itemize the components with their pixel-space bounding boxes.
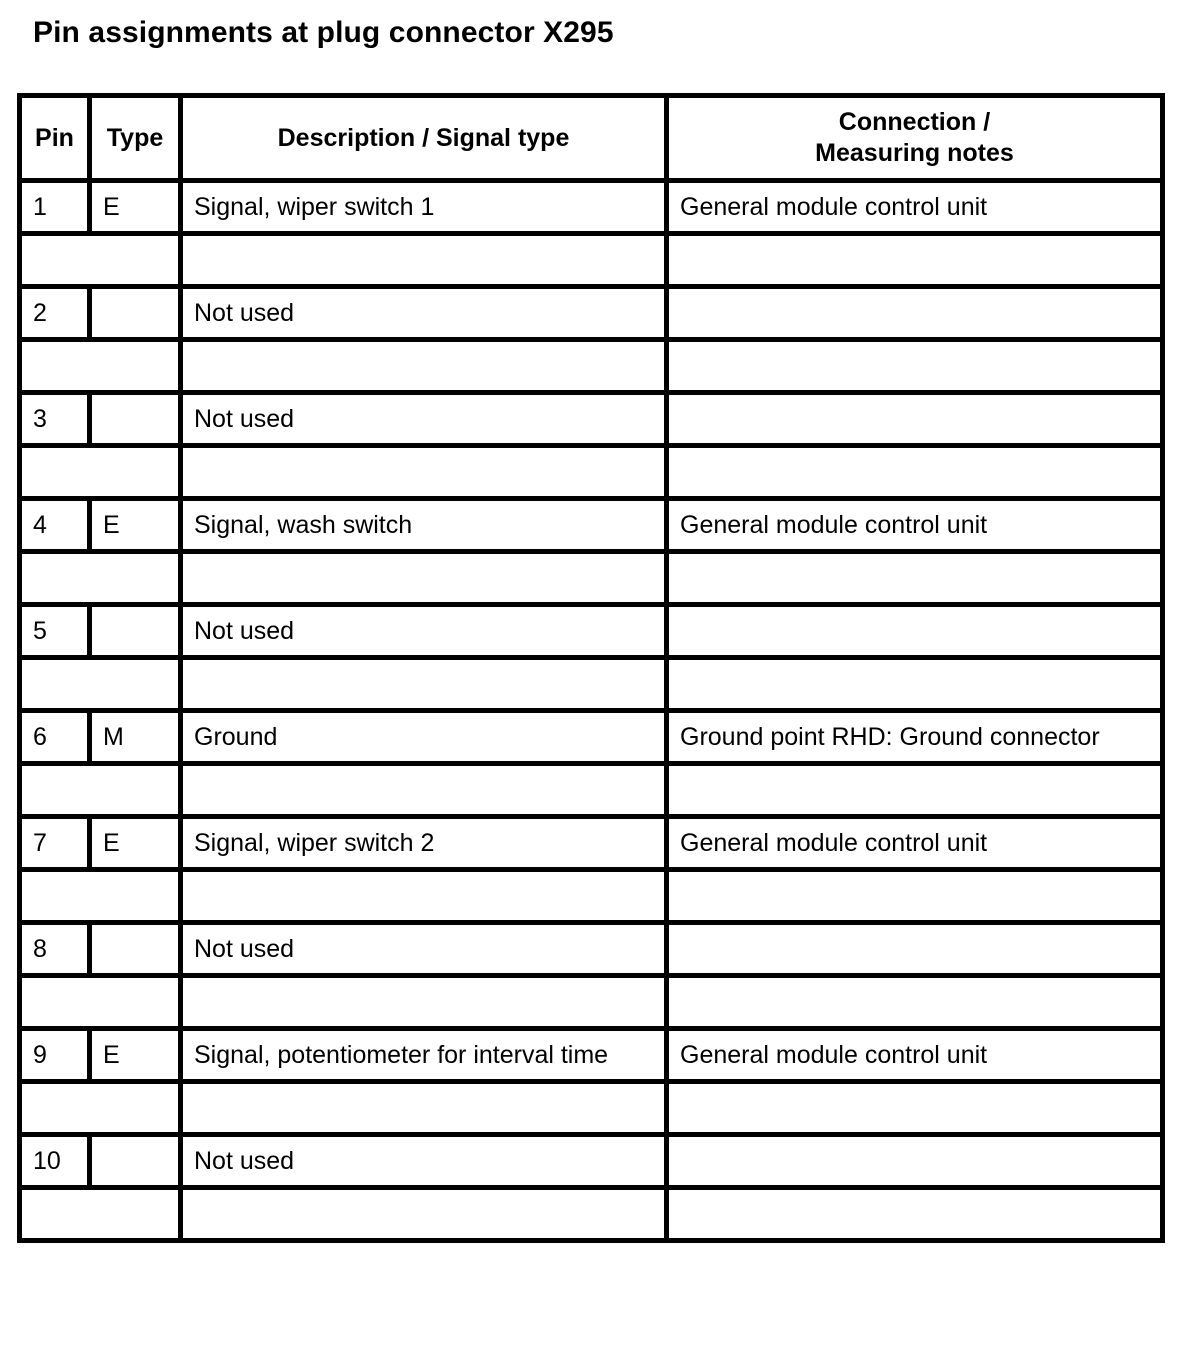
- cell-description: Signal, wiper switch 2: [181, 817, 667, 870]
- cell-type: [90, 923, 181, 976]
- spacer-cell: [181, 340, 667, 393]
- cell-connection: General module control unit: [667, 817, 1163, 870]
- cell-description: Ground: [181, 711, 667, 764]
- spacer-cell: [20, 234, 181, 287]
- spacer-cell: [20, 764, 181, 817]
- table-spacer-row: [20, 870, 1163, 923]
- cell-pin: 2: [20, 287, 90, 340]
- cell-type: E: [90, 1029, 181, 1082]
- spacer-cell: [181, 1188, 667, 1241]
- table-spacer-row: [20, 340, 1163, 393]
- cell-pin: 5: [20, 605, 90, 658]
- table-spacer-row: [20, 1082, 1163, 1135]
- spacer-cell: [181, 870, 667, 923]
- table-row: [20, 393, 1163, 446]
- cell-connection: General module control unit: [667, 499, 1163, 552]
- cell-description: Not used: [181, 287, 667, 340]
- table-row: [20, 287, 1163, 340]
- spacer-cell: [667, 976, 1163, 1029]
- cell-connection: [667, 1135, 1163, 1188]
- cell-pin: 9: [20, 1029, 90, 1082]
- header-pin: Pin: [20, 96, 90, 181]
- spacer-cell: [667, 764, 1163, 817]
- table-row: [20, 605, 1163, 658]
- cell-connection: General module control unit: [667, 181, 1163, 234]
- cell-type: [90, 605, 181, 658]
- cell-type: E: [90, 181, 181, 234]
- cell-connection: [667, 393, 1163, 446]
- table-spacer-row: [20, 976, 1163, 1029]
- cell-connection: [667, 287, 1163, 340]
- cell-pin: 10: [20, 1135, 90, 1188]
- cell-description: Not used: [181, 605, 667, 658]
- spacer-cell: [181, 976, 667, 1029]
- cell-pin: 7: [20, 817, 90, 870]
- table-row: [20, 817, 1163, 870]
- cell-type: M: [90, 711, 181, 764]
- header-description: Description / Signal type: [181, 96, 667, 181]
- cell-connection: [667, 605, 1163, 658]
- table-spacer-row: [20, 1188, 1163, 1241]
- table-header-row: [20, 96, 1163, 181]
- table-spacer-row: [20, 552, 1163, 605]
- table-spacer-row: [20, 764, 1163, 817]
- spacer-cell: [667, 446, 1163, 499]
- table-spacer-row: [20, 658, 1163, 711]
- cell-connection: [667, 923, 1163, 976]
- spacer-cell: [181, 234, 667, 287]
- cell-description: Signal, wash switch: [181, 499, 667, 552]
- spacer-cell: [667, 870, 1163, 923]
- table-row: [20, 181, 1163, 234]
- cell-connection: Ground point RHD: Ground connector: [667, 711, 1163, 764]
- cell-type: [90, 287, 181, 340]
- spacer-cell: [20, 340, 181, 393]
- cell-description: Signal, potentiometer for interval time: [181, 1029, 667, 1082]
- cell-pin: 4: [20, 499, 90, 552]
- page-title: Pin assignments at plug connector X295: [33, 16, 614, 49]
- cell-description: Not used: [181, 1135, 667, 1188]
- header-connection: [667, 96, 1163, 181]
- table-row: [20, 923, 1163, 976]
- spacer-cell: [181, 552, 667, 605]
- table-row: [20, 1029, 1163, 1082]
- spacer-cell: [667, 340, 1163, 393]
- table-spacer-row: [20, 446, 1163, 499]
- table-row: [20, 499, 1163, 552]
- cell-type: E: [90, 817, 181, 870]
- cell-description: Signal, wiper switch 1: [181, 181, 667, 234]
- cell-pin: 3: [20, 393, 90, 446]
- spacer-cell: [181, 764, 667, 817]
- cell-pin: 1: [20, 181, 90, 234]
- spacer-cell: [667, 552, 1163, 605]
- table-row: [20, 1135, 1163, 1188]
- cell-type: [90, 1135, 181, 1188]
- spacer-cell: [20, 870, 181, 923]
- header-type: Type: [90, 96, 181, 181]
- spacer-cell: [20, 1188, 181, 1241]
- cell-description: Not used: [181, 923, 667, 976]
- spacer-cell: [181, 658, 667, 711]
- spacer-cell: [20, 446, 181, 499]
- spacer-cell: [181, 1082, 667, 1135]
- spacer-cell: [181, 446, 667, 499]
- cell-pin: 6: [20, 711, 90, 764]
- cell-type: E: [90, 499, 181, 552]
- pin-assignment-table: [17, 93, 1165, 1243]
- spacer-cell: [20, 976, 181, 1029]
- cell-type: [90, 393, 181, 446]
- header-connection-line2: Measuring notes: [815, 139, 1014, 167]
- header-connection-line1: Connection /: [838, 108, 991, 136]
- spacer-cell: [20, 1082, 181, 1135]
- table-row: [20, 711, 1163, 764]
- cell-pin: 8: [20, 923, 90, 976]
- spacer-cell: [667, 1082, 1163, 1135]
- spacer-cell: [667, 1188, 1163, 1241]
- spacer-cell: [667, 658, 1163, 711]
- cell-description: Not used: [181, 393, 667, 446]
- spacer-cell: [667, 234, 1163, 287]
- spacer-cell: [20, 658, 181, 711]
- table-body: [20, 181, 1163, 1241]
- cell-connection: General module control unit: [667, 1029, 1163, 1082]
- table-spacer-row: [20, 234, 1163, 287]
- spacer-cell: [20, 552, 181, 605]
